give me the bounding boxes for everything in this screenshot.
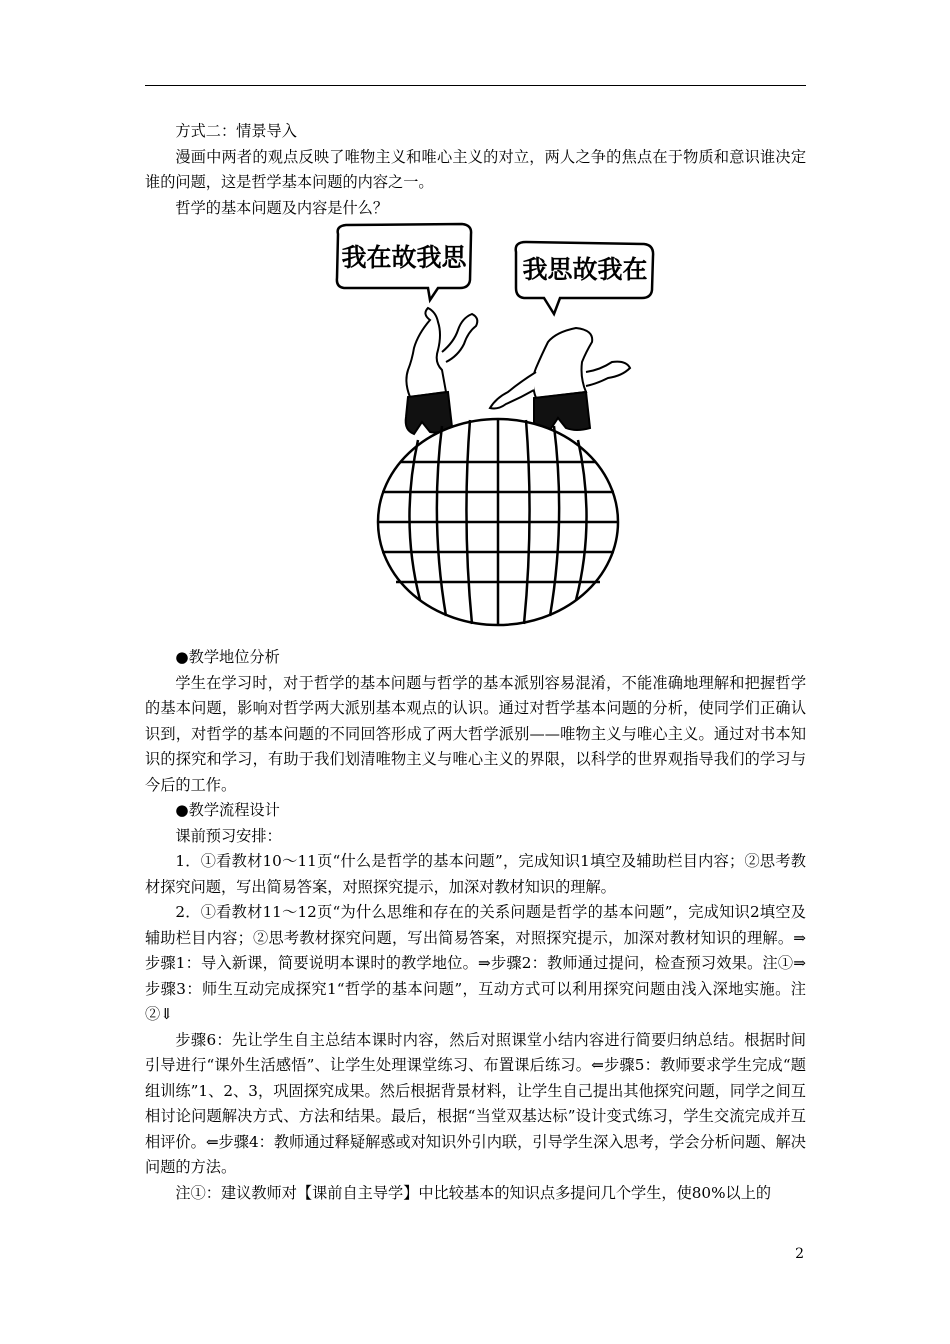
speech-bubble-right xyxy=(516,242,653,314)
preview-label: 课前预习安排： xyxy=(175,826,282,845)
speech-bubble-left xyxy=(337,224,471,300)
globe-icon xyxy=(378,419,618,625)
intro-section xyxy=(145,119,806,221)
page-number: 2 xyxy=(795,1246,804,1262)
bubble-right-text: 我思故我在 xyxy=(522,255,648,284)
preview-item-1: 1．①看教材10～11页“什么是哲学的基本问题”，完成知识1填空及辅助栏目内容；②思考教材探究问题，写出简易答案，对照探究提示，加深对教材知识的理解。 xyxy=(145,852,806,896)
preview-item-2: 2．①看教材11～12页“为什么思维和存在的关系问题是哲学的基本问题”，完成知识2填空及辅助栏目内容；②思考教材探究问题，写出简易答案，对照探究提示，加深对教材知识的理解。⇒步骤1：导入新课，简要说明本课时的教学地位。⇒步骤2：教师通过提问，检查预习效果。注①⇒步骤3：师生互动完成探究1“哲学的基本问题”，互动方式可以利用探究问题由浅入深地实施。注②⇓ xyxy=(145,903,806,1023)
intro-paragraph: 漫画中两者的观点反映了唯物主义和唯心主义的对立，两人之争的焦点在于物质和意识谁决定谁的问题，这是哲学基本问题的内容之一。 xyxy=(145,147,806,191)
analysis-paragraph: 学生在学习时，对于哲学的基本问题与哲学的基本派别容易混淆，不能准确地理解和把握哲学的基本问题，影响对哲学两大派别基本观点的认识。通过对哲学基本问题的分析，使同学们正确认识到，对哲学的基本问题的不同回答形成了两大哲学派别——唯物主义与唯心主义。通过对书本知识的探究和学习，有助于我们划清唯物主义与唯心主义的界限，以科学的世界观指导我们的学习与今后的工作。 xyxy=(145,673,806,794)
right-figure xyxy=(490,328,630,430)
analysis-section xyxy=(145,645,806,1206)
flow-heading: ●教学流程设计 xyxy=(175,801,280,819)
step-6-paragraph: 步骤6：先让学生自主总结本课时内容，然后对照课堂小结内容进行简要归纳总结。根据时间引导进行“课外生活感悟”、让学生处理课堂练习、布置课后练习。⇐步骤5：教师要求学生完成“题组训练”1、2、3，巩固探究成果。然后根据背景材料，让学生自己提出其他探究问题，同学之间互相讨论问题解决方式、方法和结果。最后，根据“当堂双基达标”设计变式练习，学生交流完成并互相评价。⇐步骤4：教师通过释疑解惑或对知识外引内联，引导学生深入思考，学会分析问题、解决问题的方法。 xyxy=(145,1030,806,1176)
intro-question: 哲学的基本问题及内容是什么？ xyxy=(175,198,389,217)
left-figure xyxy=(406,308,478,434)
cartoon-illustration xyxy=(330,222,660,642)
header-rule xyxy=(145,85,806,86)
section-heading: 方式二：情景导入 xyxy=(175,122,297,140)
bubble-left-text: 我在故我思 xyxy=(341,243,467,272)
analysis-heading: ●教学地位分析 xyxy=(175,648,280,666)
note-1-paragraph: 注①：建议教师对【课前自主导学】中比较基本的知识点多提问几个学生，使80%以上的 xyxy=(175,1183,772,1202)
